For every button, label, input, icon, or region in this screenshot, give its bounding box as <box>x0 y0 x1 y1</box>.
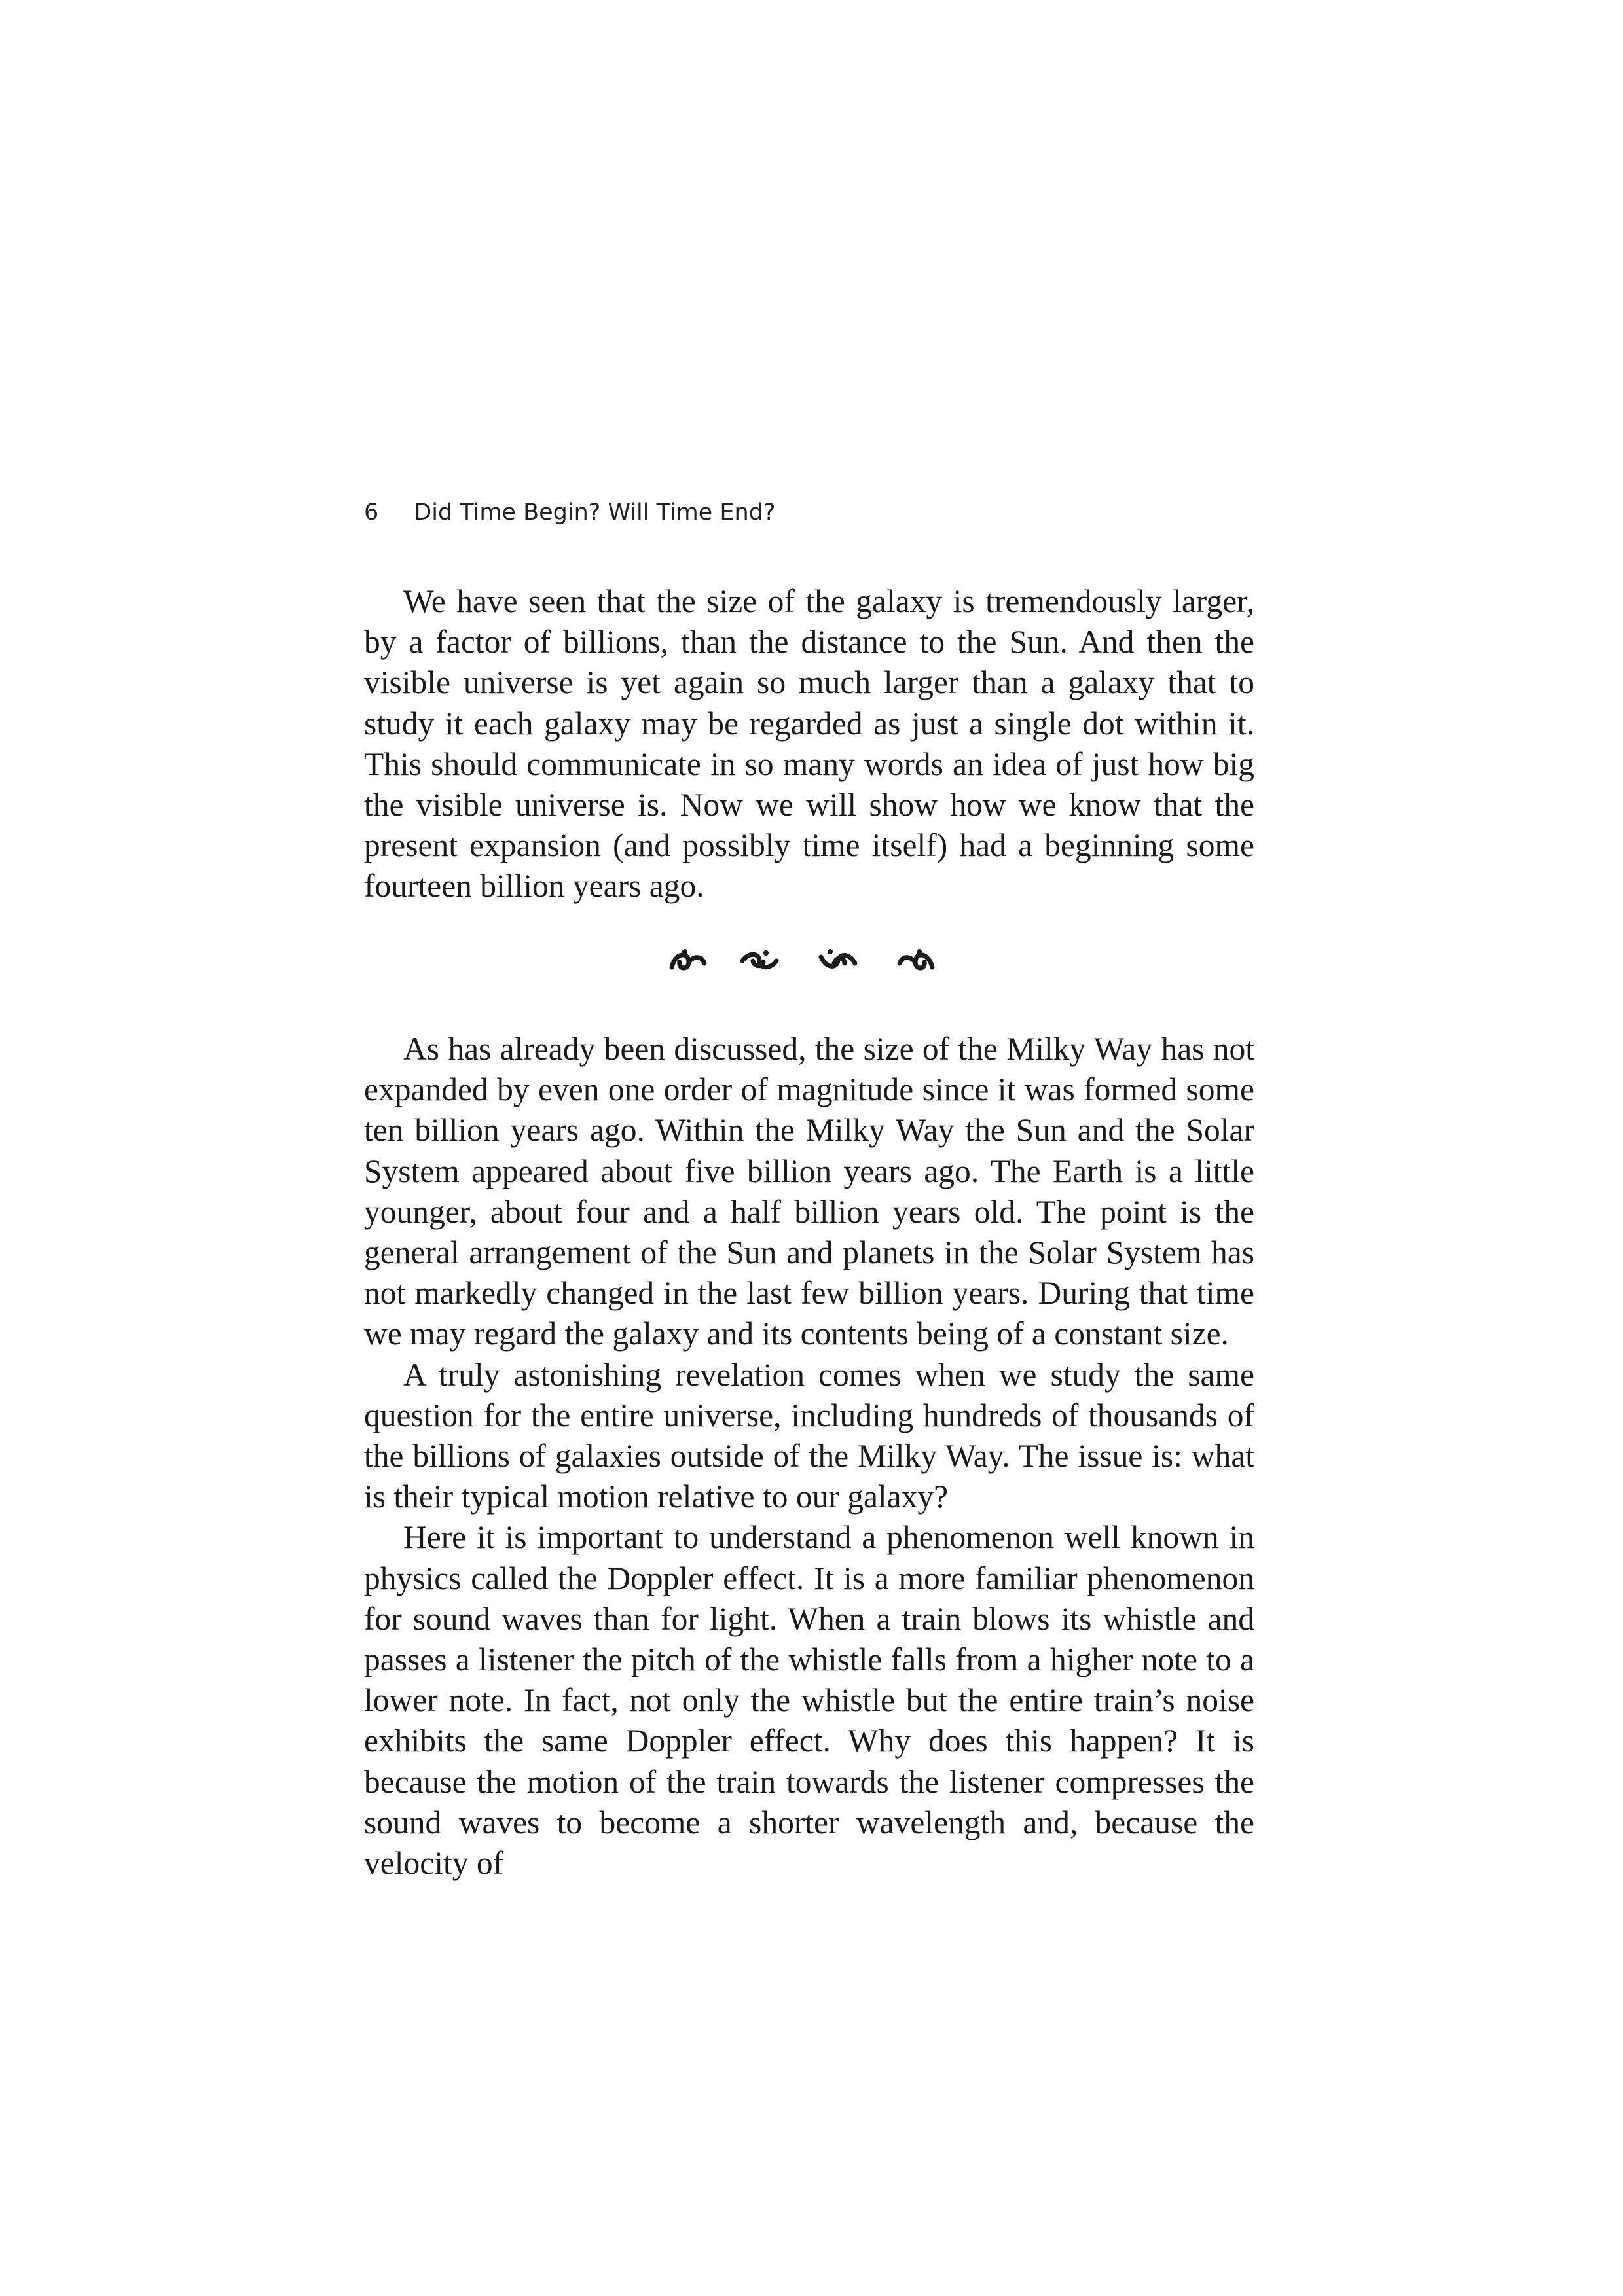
running-head <box>364 496 775 529</box>
fleuron-divider-icon <box>668 941 949 980</box>
paragraph: A truly astonishing revelation comes when we study the same question for the entire universe, including hundreds of thousands of the billions of galaxies outside of the Milky Way. The issue is: what is their typical motion relative to our galaxy? <box>364 1356 1254 1515</box>
paragraph: We have seen that the size of the galaxy is tremendously larger, by a factor of billions, than the distance to the Sun. And then the visible universe is yet again so much larger than a galaxy that to study it each galaxy may be regarded as just a single dot within it. This should communicate in so many words an idea of just how big the visible universe is. Now we will show how we know that the present expansion (and possibly time itself) had a beginning some fourteen billion years ago. <box>364 583 1254 905</box>
page-number: 6 <box>364 499 379 526</box>
section-1-text <box>364 581 1254 907</box>
paragraph: As has already been discussed, the size of the Milky Way has not expanded by even one order of magnitude since it was formed some ten billion years ago. Within the Milky Way the Sun and the Solar System appeared about five billion years ago. The Earth is a little younger, about four and a half billion years old. The point is the general arrangement of the Sun and planets in the Solar System has not markedly changed in the last few billion years. During that time we may regard the galaxy and its contents being of a constant size. <box>364 1031 1254 1352</box>
paragraph: Here it is important to understand a phenomenon well known in physics called the Doppler effect. It is a more familiar phenomenon for sound waves than for light. When a train blows its whistle and passes a listener the pitch of the whistle falls from a higher note to a lower note. In fact, not only the whistle but the entire train’s noise exhibits the same Doppler effect. Why does this happen? It is because the motion of the train towards the listener compresses the sound waves to become a shorter wavelength and, because the velocity of <box>364 1519 1254 1882</box>
section-2-text <box>364 1029 1254 1884</box>
running-title: Did Time Begin? Will Time End? <box>414 499 776 526</box>
